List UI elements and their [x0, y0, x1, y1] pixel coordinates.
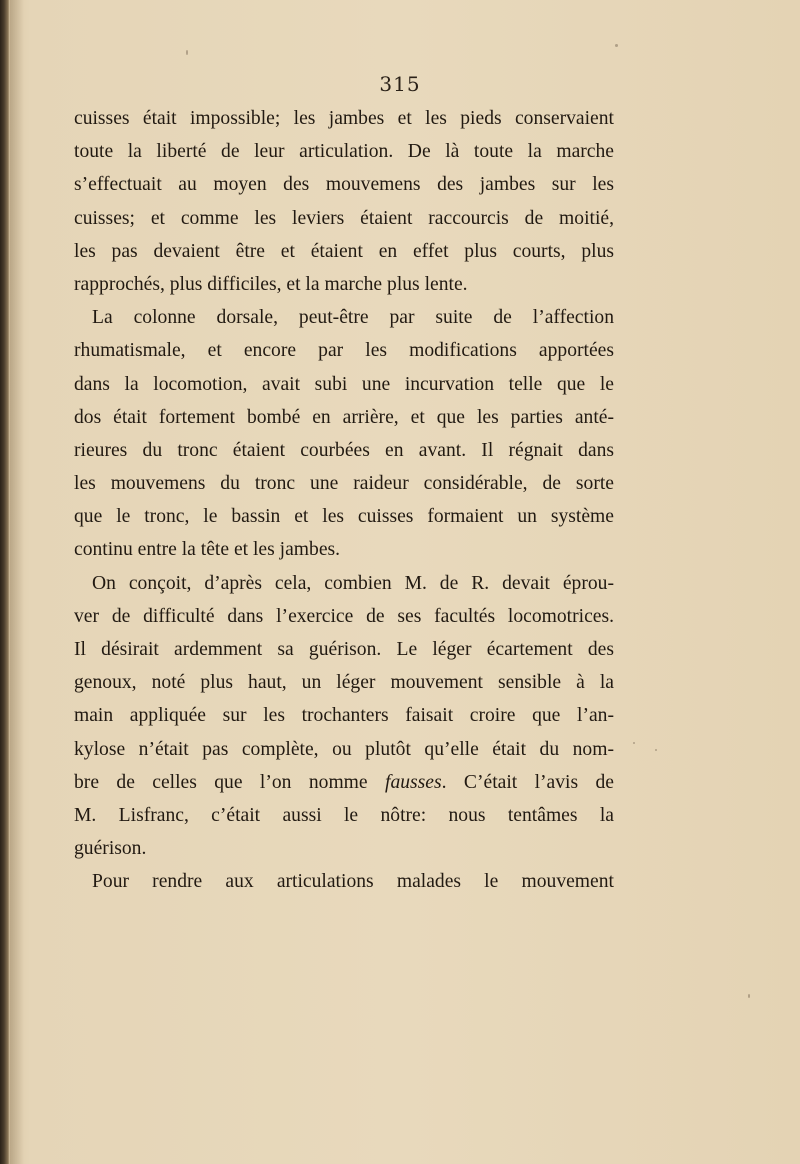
text-line: s’effectuait au moyen des mouvemens des jambes sur les — [74, 174, 614, 196]
text-line: rieures du tronc étaient courbées en avant. Il régnait dans — [74, 439, 614, 461]
paper-speck — [655, 749, 657, 751]
text-line: cuisses était impossible; les jambes et les pieds conservaient — [74, 108, 614, 129]
text-line: Il désirait ardemment sa guérison. Le léger écartement des — [74, 639, 614, 660]
text-line: On conçoit, d’après cela, combien M. de R. devait éprou- — [92, 572, 614, 594]
text-line: continu entre la tête et les jambes. — [74, 539, 341, 561]
text-line: les mouvemens du tronc une raideur considérable, de sorte — [74, 473, 614, 495]
text-line: dans la locomotion, avait subi une incurvation telle que le — [74, 373, 614, 395]
text-line: La colonne dorsale, peut-être par suite de l’affection — [92, 307, 614, 329]
text-line: genoux, noté plus haut, un léger mouvement sensible à la — [74, 672, 614, 694]
paper-speck — [633, 742, 635, 744]
text-line: dos était fortement bombé en arrière, et que les parties anté- — [74, 406, 614, 428]
text-line: main appliquée sur les trochanters faisait croire que l’an- — [74, 705, 614, 727]
page-number: 315 — [379, 72, 421, 96]
text-line: les pas devaient être et étaient en effet plus courts, plus — [74, 240, 614, 262]
text-line: toute la liberté de leur articulation. De là toute la marche — [74, 141, 614, 163]
text-line: bre de celles que l’on nomme fausses. C’était l’avis de — [74, 771, 614, 793]
body-text — [74, 102, 614, 899]
text-line: rhumatismale, et encore par les modifications apportées — [74, 340, 614, 362]
book-spine-edge — [0, 0, 10, 1164]
paper-speck — [186, 50, 188, 55]
paper-speck — [615, 44, 618, 47]
spine-shadow — [10, 0, 24, 1164]
text-line: que le tronc, le bassin et les cuisses formaient un système — [74, 506, 614, 528]
text-line: M. Lisfranc, c’était aussi le nôtre: nous tentâmes la — [74, 804, 614, 826]
text-line: cuisses; et comme les leviers étaient raccourcis de moitié, — [74, 207, 614, 229]
italic-word: fausses — [385, 771, 442, 793]
text-line: Pour rendre aux articulations malades le mouvement — [92, 871, 614, 893]
text-line: rapprochés, plus difficiles, et la marche plus lente. — [74, 273, 468, 295]
text-line: guérison. — [74, 838, 147, 860]
text-line: ver de difficulté dans l’exercice de ses facultés locomotrices. — [74, 605, 614, 627]
text-line: kylose n’était pas complète, ou plutôt qu’elle était du nom- — [74, 738, 614, 760]
paper-speck — [748, 994, 750, 998]
